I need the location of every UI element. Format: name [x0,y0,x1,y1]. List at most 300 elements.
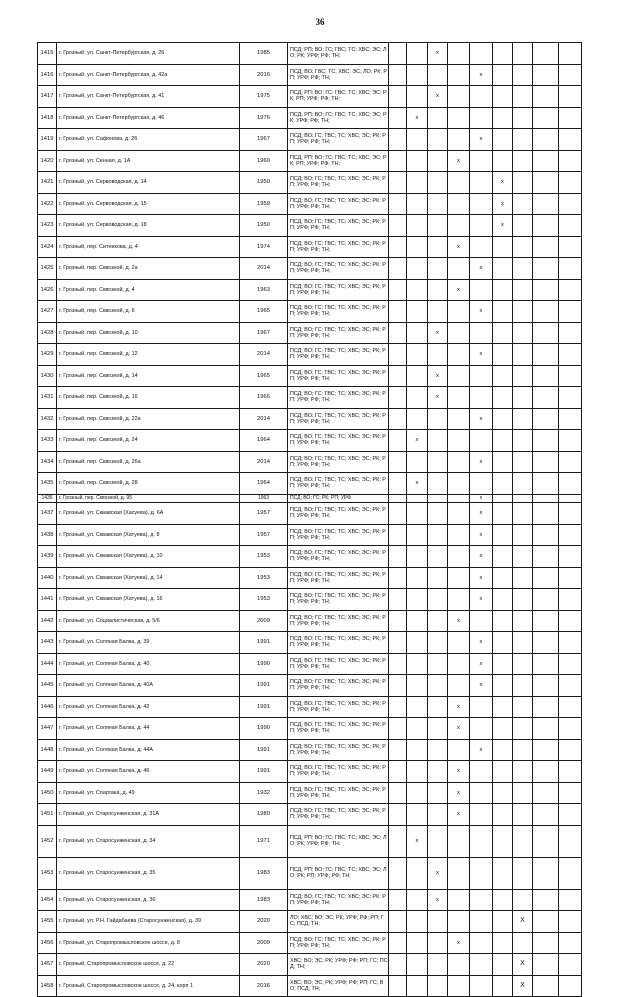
period-cell [493,365,513,387]
period-cell [513,494,533,503]
table-row [38,546,582,568]
period-cell [428,761,448,783]
period-mark: x [448,804,470,826]
period-cell [513,43,533,65]
row-year: 1965 [240,301,288,323]
row-number: 1419 [38,129,57,151]
row-address: г. Грозный, ул. Соляная Балка, д. 40 [57,653,240,675]
period-mark: x [470,408,493,430]
period-cell [533,696,559,718]
period-cell [559,236,582,258]
period-cell [493,43,513,65]
period-cell [533,172,559,194]
period-mark: x [470,589,493,611]
period-cell [559,129,582,151]
row-address: г. Грозный, пер. Сквозной, д. 10 [57,322,240,344]
repair-schedule-table [37,42,581,997]
period-cell [513,129,533,151]
row-works: ПСД; РП; ВО; ГС; ГВС; ТС; ХВС; ЭС; ЛО; РК; УРФ; РФ; ТН; [288,43,389,65]
row-works: ПСД; ВО; ГС; ГВС; ТС; ХВС; ЭС; РК; РП; УРФ; РФ; ТН; [288,344,389,366]
period-cell [389,804,407,826]
row-year: 1983 [240,857,288,889]
period-cell [407,344,428,366]
period-cell [493,107,513,129]
table-row [38,344,582,366]
period-cell [428,215,448,237]
period-cell [493,932,513,954]
table-body [38,43,582,997]
period-cell [513,215,533,237]
period-cell [493,494,513,503]
period-cell [428,494,448,503]
period-cell [407,150,428,172]
period-cell [428,696,448,718]
row-works: ПСД; ВО; ГС; ГВС; ТС; ХВС; ЭС; РК; РП; УРФ; РФ; ТН; [288,236,389,258]
period-cell [448,451,470,473]
row-address: г. Грозный, ул. Сервоводская, д. 18 [57,215,240,237]
period-cell [428,344,448,366]
period-cell [407,632,428,654]
period-cell [533,975,559,997]
period-cell [389,258,407,280]
period-cell [470,150,493,172]
period-cell [533,215,559,237]
period-cell [559,653,582,675]
period-cell [533,589,559,611]
period-cell [559,857,582,889]
row-year: 1976 [240,107,288,129]
period-mark: x [493,193,513,215]
row-works: ПСД; РП; ВО; ГС; ГВС; ТС; ХВС; ЭС; РК; УРФ; РФ; ТН; [288,107,389,129]
table-row [38,279,582,301]
period-cell [559,503,582,525]
row-works: ПСД; ВО; ГС; ГВС; ТС; ХВС; ЭС; РК; РП; УРФ; РФ; ТН; [288,610,389,632]
period-cell [407,215,428,237]
period-cell [389,150,407,172]
period-cell [513,387,533,409]
period-cell [559,546,582,568]
period-cell [448,857,470,889]
period-cell [533,387,559,409]
period-cell [389,782,407,804]
period-mark: x [470,451,493,473]
row-year: 2020 [240,911,288,933]
period-cell [559,86,582,108]
row-number: 1430 [38,365,57,387]
period-cell [448,825,470,857]
table-row [38,761,582,783]
period-cell [389,193,407,215]
period-cell [428,739,448,761]
row-number: 1426 [38,279,57,301]
period-cell [470,610,493,632]
row-year: 2020 [240,954,288,976]
period-cell [493,524,513,546]
period-cell [533,258,559,280]
period-cell [559,739,582,761]
period-cell [559,215,582,237]
period-mark: x [493,215,513,237]
row-number: 1421 [38,172,57,194]
row-number: 1452 [38,825,57,857]
period-cell [533,64,559,86]
period-cell [533,107,559,129]
period-cell [513,473,533,495]
period-cell [389,546,407,568]
period-mark: x [448,782,470,804]
period-cell [559,954,582,976]
period-cell [407,129,428,151]
row-works: ПСД; ВО; ГС; ГВС; ТС; ХВС; ЭС; РК; РП; УРФ; РФ; ТН; [288,696,389,718]
period-cell [407,932,428,954]
period-cell [428,430,448,452]
row-address: г. Грозный, пер. Сквозной, д. 2а [57,258,240,280]
period-cell [559,975,582,997]
period-cell [428,632,448,654]
period-mark: x [407,430,428,452]
period-cell [448,473,470,495]
period-cell [533,911,559,933]
period-cell [493,322,513,344]
period-cell [389,215,407,237]
period-cell [389,344,407,366]
table-row [38,653,582,675]
period-cell [533,451,559,473]
row-address: г. Грозный, ул. Соляная Балка, д. 42 [57,696,240,718]
row-address: г. Грозный, ул. Сквавская (Хатуева), д. 10 [57,546,240,568]
period-cell [493,954,513,976]
row-works: ПСД; РП; ВО; ГС; ГВС; ТС; ХВС; ЭС; ЛО; РК; РП; УРФ; РФ; ТН; [288,857,389,889]
period-cell [428,675,448,697]
period-cell [493,258,513,280]
period-cell [389,494,407,503]
row-works: ПСД; ВО; ГС; ГВС; ТС; ХВС; ЭС; РК; РП; УРФ; РФ; ТН; [288,632,389,654]
period-cell [448,889,470,911]
row-year: 1967 [240,129,288,151]
period-cell [470,825,493,857]
row-works: ПСД; РП; ВО; ГС; ГВС; ТС; ХВС; ЭС; РК; РП; УРФ; РФ; ТН; [288,150,389,172]
row-number: 1415 [38,43,57,65]
table-row [38,473,582,495]
period-cell [389,825,407,857]
period-cell [407,782,428,804]
row-works: ЛО; ХВС; ВО; ЭС; РК; УРФ; РФ; РП; ГС; ПСД; ТН; [288,911,389,933]
period-cell [493,653,513,675]
period-mark: x [448,610,470,632]
row-number: 1417 [38,86,57,108]
period-cell [407,653,428,675]
row-address: г. Грозный, Старопромысловское шоссе, д. 24, корп 1 [57,975,240,997]
period-cell [448,589,470,611]
period-cell [493,430,513,452]
period-cell [428,408,448,430]
row-address: г. Грозный, ул. Спартака, д. 49 [57,782,240,804]
period-cell [448,408,470,430]
period-mark: x [470,653,493,675]
period-cell [513,761,533,783]
period-cell [493,825,513,857]
period-cell [407,408,428,430]
row-year: 1971 [240,825,288,857]
period-mark: x [470,64,493,86]
row-number: 1424 [38,236,57,258]
period-cell [513,301,533,323]
period-cell [513,739,533,761]
period-cell [493,451,513,473]
period-cell [533,503,559,525]
period-cell [428,64,448,86]
table-row [38,86,582,108]
period-cell [533,739,559,761]
period-cell [533,430,559,452]
period-cell [407,911,428,933]
period-cell [470,107,493,129]
table-row [38,408,582,430]
row-year: 1953 [240,567,288,589]
period-cell [493,64,513,86]
period-cell [407,279,428,301]
row-year: 1966 [240,387,288,409]
row-number: 1438 [38,524,57,546]
period-cell [559,889,582,911]
period-cell [428,279,448,301]
period-mark: x [470,344,493,366]
row-address: г. Грозный, ул. Сервоводская, д. 15 [57,193,240,215]
period-mark: x [470,739,493,761]
period-cell [448,911,470,933]
period-mark: x [448,696,470,718]
period-cell [493,387,513,409]
row-year: 2016 [240,64,288,86]
row-address: г. Грозный, ул. Сквавская (Хатуева), д. 8 [57,524,240,546]
row-works: ПСД; ВО; ГС; ГВС; ТС; ХВС; ЭС; РК; РП; УРФ; РФ; ТН; [288,451,389,473]
row-year: 1964 [240,430,288,452]
row-address: г. Грозный, ул. Старосунженская, д. 35 [57,857,240,889]
row-year: 1991 [240,739,288,761]
row-year: 2014 [240,408,288,430]
table-row [38,911,582,933]
period-cell [513,451,533,473]
period-cell [559,344,582,366]
period-cell [493,503,513,525]
period-cell [513,632,533,654]
period-cell [513,857,533,889]
row-works: ПСД; ВО; ГС; ГВС; ТС; ХВС; ЭС; РК; РП; УРФ; РФ; ТН; [288,215,389,237]
table-row [38,804,582,826]
table-row [38,365,582,387]
period-cell [407,387,428,409]
row-address: г. Грозный, пер. Сквозной, д. 12 [57,344,240,366]
period-cell [428,236,448,258]
period-cell [428,653,448,675]
row-number: 1422 [38,193,57,215]
period-cell [493,546,513,568]
table-row [38,129,582,151]
period-cell [533,546,559,568]
period-cell [428,610,448,632]
table-row [38,610,582,632]
period-cell [559,150,582,172]
period-cell [559,64,582,86]
period-cell [389,718,407,740]
period-cell [559,451,582,473]
row-works: ПСД; ВО; ГС; ГВС; ТС; ХВС; ЭС; РК; РП; УРФ; РФ; ТН; [288,718,389,740]
row-year: 1975 [240,86,288,108]
period-cell [533,889,559,911]
period-cell [448,172,470,194]
period-cell [407,889,428,911]
period-cell [470,43,493,65]
period-cell [407,589,428,611]
table-row [38,889,582,911]
period-cell [533,494,559,503]
period-cell [513,193,533,215]
row-year: 1990 [240,718,288,740]
row-year: 2014 [240,258,288,280]
period-cell [470,365,493,387]
period-cell [428,546,448,568]
period-cell [533,524,559,546]
table-row [38,696,582,718]
period-cell [428,150,448,172]
period-cell [448,954,470,976]
period-cell [448,494,470,503]
row-works: ПСД; ВО; ГС; ГВС; ТС; ХВС; ЭС; РК; РП; УРФ; РФ; ТН; [288,804,389,826]
period-mark: x [407,825,428,857]
row-year: 1950 [240,215,288,237]
row-works: ПСД; ВО; ГС; ГВС; ТС; ХВС; ЭС; РК; РП; УРФ; РФ; ТН; [288,524,389,546]
period-cell [407,172,428,194]
period-cell [448,43,470,65]
period-cell [493,739,513,761]
row-address: г. Грозный, пер. Сквозной, д. 26а [57,451,240,473]
table-row [38,301,582,323]
period-cell [389,632,407,654]
row-address: г. Грозный, ул. Санкт-Петербургская, д. 26 [57,43,240,65]
row-address: г. Грозный, пер. Сквозной, д. 95 [57,494,240,503]
period-cell [493,696,513,718]
table-row [38,632,582,654]
period-cell [470,954,493,976]
row-address: г. Грозный, ул. Соляная Балка, д. 39 [57,632,240,654]
row-year: 2014 [240,344,288,366]
period-cell [559,782,582,804]
row-year: 1967 [240,322,288,344]
period-cell [470,782,493,804]
row-works: ПСД; ВО; ГС; ГВС; ТС; ХВС; ЭС; РК; РП; УРФ; РФ; ТН; [288,589,389,611]
period-mark: x [470,675,493,697]
row-year: 1959 [240,193,288,215]
row-year: 1985 [240,43,288,65]
period-cell [533,236,559,258]
row-number: 1448 [38,739,57,761]
row-number: 1436 [38,494,57,503]
row-number: 1439 [38,546,57,568]
period-cell [533,718,559,740]
period-cell [513,825,533,857]
row-address: г. Грозный, ул. Старосунженская, д. 31А [57,804,240,826]
period-cell [513,258,533,280]
row-works: ПСД; ВО; ГС; ГВС; ТС; ХВС; ЭС; РК; РП; УРФ; РФ; ТН; [288,387,389,409]
period-cell [428,825,448,857]
row-number: 1456 [38,932,57,954]
period-cell [470,718,493,740]
row-year: 1983 [240,889,288,911]
period-mark: x [428,889,448,911]
row-address: г. Грозный, ул. Старосунженская, д. 34 [57,825,240,857]
row-year: 1932 [240,782,288,804]
period-cell [389,524,407,546]
period-cell [470,172,493,194]
row-number: 1445 [38,675,57,697]
table-row [38,64,582,86]
period-cell [493,301,513,323]
period-mark: X [513,975,533,997]
period-cell [559,632,582,654]
period-mark: x [470,503,493,525]
period-cell [493,408,513,430]
row-number: 1455 [38,911,57,933]
row-number: 1447 [38,718,57,740]
row-works: ПСД; ВО; ГС; ГВС; ТС; ХВС; ЭС; РК; РП; УРФ; РФ; ТН; [288,193,389,215]
period-cell [448,107,470,129]
row-address: г. Грозный, пер. Сквозной, д. 14 [57,365,240,387]
period-cell [428,107,448,129]
period-cell [407,696,428,718]
period-cell [389,172,407,194]
table-row [38,503,582,525]
row-address: г. Грозный, Старопромысловское шоссе, д. 22 [57,954,240,976]
period-cell [448,215,470,237]
period-cell [559,473,582,495]
row-year: 1974 [240,236,288,258]
row-address: г. Грозный, ул. Сервоводская, д. 14 [57,172,240,194]
period-cell [470,911,493,933]
period-cell [559,387,582,409]
period-cell [470,322,493,344]
period-mark: x [470,301,493,323]
row-works: ПСД; ВО; ГС; ГВС; ТС; ХВС; ЭС; РК; РП; УРФ; РФ; ТН; [288,739,389,761]
period-cell [533,129,559,151]
period-cell [493,975,513,997]
period-cell [559,932,582,954]
table-row [38,589,582,611]
table-row [38,718,582,740]
period-cell [428,524,448,546]
period-cell [407,718,428,740]
row-year: 1991 [240,696,288,718]
period-cell [448,430,470,452]
period-cell [407,451,428,473]
row-year: 1957 [240,503,288,525]
table-row [38,43,582,65]
period-cell [448,193,470,215]
row-year: 2009 [240,610,288,632]
period-cell [533,782,559,804]
period-cell [513,718,533,740]
row-works: ХВС; ВО; ЭС; РК; УРФ; РФ; РП; ГС; ВО; ПСД; ТН; [288,975,389,997]
period-cell [389,43,407,65]
row-works: ПСД; ВО; ГС; ГВС; ТС; ХВС; ЭС; РК; РП; УРФ; РФ; ТН; [288,503,389,525]
period-cell [559,494,582,503]
row-number: 1431 [38,387,57,409]
row-year: 1953 [240,546,288,568]
row-works: ПСД; ВО; ГС; ГВС; ТС; ХВС; ЭС; РК; РП; УРФ; РФ; ТН; [288,279,389,301]
period-mark: x [428,322,448,344]
period-mark: x [470,129,493,151]
period-cell [389,365,407,387]
row-number: 1433 [38,430,57,452]
